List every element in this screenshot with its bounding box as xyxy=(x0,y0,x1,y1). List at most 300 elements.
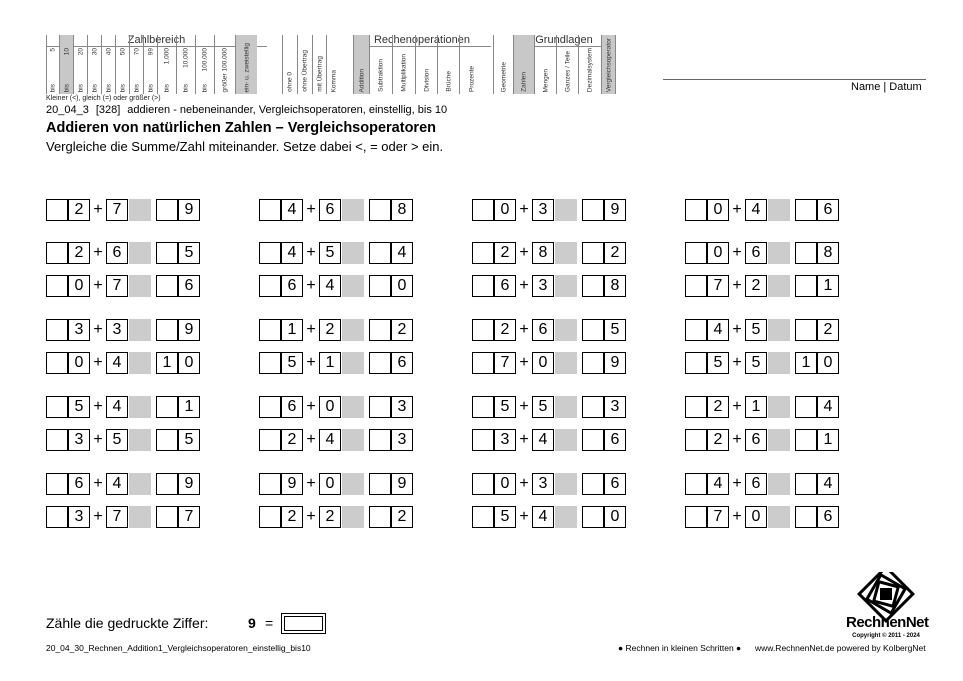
blank-box xyxy=(472,429,494,451)
addend-1-box: 2 xyxy=(707,396,729,418)
result-ones-box: 1 xyxy=(817,275,839,297)
plus-sign: + xyxy=(93,244,103,261)
blank-box xyxy=(46,275,68,297)
result-ones-box: 2 xyxy=(391,319,413,341)
comparison-slot[interactable] xyxy=(555,199,577,221)
plus-sign: + xyxy=(732,354,742,371)
result-tens-box: 1 xyxy=(156,352,178,374)
rechenoperation-cell xyxy=(392,35,415,94)
exercise-item xyxy=(685,242,845,264)
exercise-item xyxy=(46,506,206,528)
header-cell-top-label: 30 xyxy=(91,48,98,56)
addend-2-box: 5 xyxy=(745,319,767,341)
addend-2-box: 3 xyxy=(106,319,128,341)
comparison-slot[interactable] xyxy=(768,473,790,495)
zahlbereich-cell xyxy=(129,35,143,94)
comparison-slot[interactable] xyxy=(342,506,364,528)
header-cell-label: bis xyxy=(163,83,171,92)
plus-sign: + xyxy=(306,244,316,261)
header-cell-top-label: 1.000 xyxy=(163,48,171,65)
result-tens-box xyxy=(795,242,817,264)
result-ones-box: 6 xyxy=(817,506,839,528)
addend-2-box: 6 xyxy=(532,319,554,341)
result-ones-box: 9 xyxy=(604,199,626,221)
plus-sign: + xyxy=(93,201,103,218)
exercise-item xyxy=(259,429,419,451)
result-tens-box: 1 xyxy=(795,352,817,374)
exercise-item xyxy=(259,473,419,495)
website-link[interactable]: www.RechnenNet.de powered by KolbergNet xyxy=(755,643,926,653)
result-ones-box: 4 xyxy=(817,396,839,418)
header-cell-label: Addition xyxy=(358,68,365,92)
addend-2-box: 8 xyxy=(532,242,554,264)
result-ones-box: 0 xyxy=(391,275,413,297)
blank-box xyxy=(259,242,281,264)
blank-box xyxy=(685,352,707,374)
addend-1-box: 1 xyxy=(281,319,303,341)
uebertrag-cell xyxy=(297,35,312,94)
addend-2-box: 4 xyxy=(532,429,554,451)
exercise-item xyxy=(472,396,632,418)
exercise-item xyxy=(259,275,419,297)
result-ones-box: 1 xyxy=(817,429,839,451)
count-task-equals: = xyxy=(265,615,274,631)
exercise-item xyxy=(685,352,845,374)
comparison-slot[interactable] xyxy=(129,242,151,264)
comparison-slot[interactable] xyxy=(342,396,364,418)
comparison-slot[interactable] xyxy=(768,319,790,341)
result-ones-box: 6 xyxy=(604,473,626,495)
exercise-item xyxy=(685,275,845,297)
grundlagen-cell xyxy=(578,35,601,94)
result-ones-box: 8 xyxy=(817,242,839,264)
result-tens-box xyxy=(156,199,178,221)
header-cell-label: bis xyxy=(119,83,126,92)
exercise-item xyxy=(46,429,206,451)
zahlbereich-cell xyxy=(214,35,235,94)
plus-sign: + xyxy=(519,431,529,448)
comparison-slot[interactable] xyxy=(129,473,151,495)
addend-1-box: 3 xyxy=(68,319,90,341)
grundlagen-cell xyxy=(493,35,513,94)
comparison-slot[interactable] xyxy=(342,352,364,374)
addend-2-box: 0 xyxy=(745,506,767,528)
rechnennet-logo-icon xyxy=(846,572,929,642)
result-tens-box xyxy=(369,429,391,451)
plus-sign: + xyxy=(519,244,529,261)
result-tens-box xyxy=(795,473,817,495)
header-cell-label: bis xyxy=(63,83,70,92)
blank-box xyxy=(472,396,494,418)
comparison-slot[interactable] xyxy=(129,352,151,374)
zahlbereich-cell xyxy=(235,35,257,94)
result-tens-box xyxy=(156,473,178,495)
rechenoperation-cell xyxy=(353,35,369,94)
plus-sign: + xyxy=(732,398,742,415)
plus-sign: + xyxy=(306,475,316,492)
addend-1-box: 7 xyxy=(707,506,729,528)
rechenoperationen-title: Rechenoperationen xyxy=(353,35,491,47)
result-tens-box xyxy=(582,199,604,221)
header-cell-label: Zahlen xyxy=(520,72,528,92)
operator-legend: Kleiner (<), gleich (=) oder größer (>) xyxy=(46,95,161,102)
plus-sign: + xyxy=(306,431,316,448)
comparison-slot[interactable] xyxy=(342,242,364,264)
addend-2-box: 6 xyxy=(745,473,767,495)
addend-2-box: 3 xyxy=(532,275,554,297)
addend-2-box: 7 xyxy=(106,506,128,528)
header-cell-label: Komma xyxy=(330,69,337,92)
plus-sign: + xyxy=(519,354,529,371)
addend-1-box: 0 xyxy=(68,275,90,297)
blank-box xyxy=(259,199,281,221)
header-cell-label: bis xyxy=(77,83,84,92)
header-cell-label: ohne Übertrag xyxy=(301,50,309,92)
addend-1-box: 0 xyxy=(707,242,729,264)
result-tens-box xyxy=(369,352,391,374)
exercise-item xyxy=(46,319,206,341)
comparison-slot[interactable] xyxy=(342,199,364,221)
zahlbereich-cell xyxy=(59,35,73,94)
addend-2-box: 0 xyxy=(319,396,341,418)
comparison-slot[interactable] xyxy=(129,275,151,297)
exercise-item xyxy=(472,506,632,528)
zahlbereich-cell xyxy=(73,35,87,94)
header-cell-top-label: 40 xyxy=(105,48,112,56)
addend-1-box: 4 xyxy=(707,319,729,341)
addend-1-box: 5 xyxy=(68,396,90,418)
blank-box xyxy=(685,242,707,264)
plus-sign: + xyxy=(519,277,529,294)
slogan: ● Rechnen in kleinen Schritten ● xyxy=(618,643,742,653)
result-tens-box xyxy=(156,506,178,528)
result-tens-box xyxy=(156,242,178,264)
addend-1-box: 9 xyxy=(281,473,303,495)
uebertrag-cell xyxy=(282,35,297,94)
plus-sign: + xyxy=(732,277,742,294)
addend-2-box: 6 xyxy=(106,242,128,264)
exercise-item xyxy=(46,275,206,297)
exercise-item xyxy=(685,319,845,341)
blank-box xyxy=(259,319,281,341)
result-tens-box xyxy=(156,429,178,451)
addend-1-box: 0 xyxy=(494,199,516,221)
addend-1-box: 5 xyxy=(494,506,516,528)
blank-box xyxy=(46,242,68,264)
comparison-slot[interactable] xyxy=(555,506,577,528)
addend-1-box: 0 xyxy=(68,352,90,374)
plus-sign: + xyxy=(93,475,103,492)
plus-sign: + xyxy=(306,201,316,218)
result-ones-box: 6 xyxy=(391,352,413,374)
comparison-slot[interactable] xyxy=(555,352,577,374)
comparison-slot[interactable] xyxy=(342,275,364,297)
exercise-item xyxy=(472,429,632,451)
plus-sign: + xyxy=(93,321,103,338)
addend-2-box: 5 xyxy=(745,352,767,374)
result-tens-box xyxy=(369,506,391,528)
comparison-slot[interactable] xyxy=(768,199,790,221)
result-tens-box xyxy=(369,473,391,495)
header-cell-label: bis xyxy=(49,83,57,92)
exercise-item xyxy=(472,275,632,297)
blank-box xyxy=(472,352,494,374)
blank-box xyxy=(259,506,281,528)
header-cell-top-label: 99 xyxy=(147,48,154,56)
comparison-slot[interactable] xyxy=(768,506,790,528)
result-ones-box: 2 xyxy=(817,319,839,341)
uebertrag-cell xyxy=(326,35,340,94)
grundlagen-cell xyxy=(556,35,578,94)
blank-box xyxy=(472,275,494,297)
grundlagen-title: Grundlagen xyxy=(513,35,615,47)
addend-1-box: 6 xyxy=(494,275,516,297)
exercise-item xyxy=(685,199,845,221)
sheet-code: 20_04_3 xyxy=(46,104,89,116)
zahlbereich-cell xyxy=(157,35,176,94)
addend-1-box: 6 xyxy=(281,396,303,418)
logo-wordmark: RechnenNet xyxy=(846,614,929,631)
blank-box xyxy=(472,473,494,495)
header-cell-label: Mengen xyxy=(542,68,549,92)
result-ones-box: 5 xyxy=(178,242,200,264)
header-cell-label: bis xyxy=(201,83,209,92)
result-ones-box: 6 xyxy=(817,199,839,221)
result-ones-box: 8 xyxy=(391,199,413,221)
blank-box xyxy=(472,506,494,528)
plus-sign: + xyxy=(306,354,316,371)
result-tens-box xyxy=(369,199,391,221)
comparison-slot[interactable] xyxy=(555,473,577,495)
comparison-slot[interactable] xyxy=(129,319,151,341)
header-cell-label: Ganzes / Teile xyxy=(564,50,571,92)
blank-box xyxy=(685,473,707,495)
plus-sign: + xyxy=(306,398,316,415)
exercise-item xyxy=(472,242,632,264)
addend-2-box: 5 xyxy=(532,396,554,418)
header-cell-label: Geometrie xyxy=(500,61,507,92)
comparison-slot[interactable] xyxy=(555,396,577,418)
result-ones-box: 3 xyxy=(604,396,626,418)
result-tens-box xyxy=(156,396,178,418)
comparison-slot[interactable] xyxy=(768,352,790,374)
comparison-slot[interactable] xyxy=(342,319,364,341)
addend-1-box: 4 xyxy=(281,199,303,221)
page-title: Addieren von natürlichen Zahlen – Vergleichsoperatoren xyxy=(46,120,436,136)
addend-1-box: 6 xyxy=(68,473,90,495)
exercise-item xyxy=(259,319,419,341)
addend-2-box: 4 xyxy=(532,506,554,528)
addend-1-box: 3 xyxy=(68,429,90,451)
blank-box xyxy=(472,319,494,341)
exercise-item xyxy=(472,473,632,495)
addend-2-box: 2 xyxy=(319,319,341,341)
comparison-slot[interactable] xyxy=(555,319,577,341)
result-ones-box: 9 xyxy=(178,473,200,495)
grundlagen-cell xyxy=(534,35,556,94)
rechenoperation-cell xyxy=(459,35,483,94)
header-cell-top-label: 50 xyxy=(119,48,126,56)
exercise-item xyxy=(259,506,419,528)
header-cell-label: bis xyxy=(105,83,112,92)
blank-box xyxy=(46,319,68,341)
addend-1-box: 0 xyxy=(707,199,729,221)
header-cell-label: bis xyxy=(91,83,98,92)
blank-box xyxy=(46,199,68,221)
result-ones-box: 6 xyxy=(604,429,626,451)
name-date-label: Name | Datum xyxy=(851,81,922,93)
exercise-item xyxy=(259,396,419,418)
result-tens-box xyxy=(156,275,178,297)
rechenoperation-cell xyxy=(437,35,459,94)
result-tens-box xyxy=(582,473,604,495)
count-answer-box[interactable] xyxy=(281,613,326,634)
blank-box xyxy=(259,275,281,297)
exercise-item xyxy=(46,396,206,418)
header-cell-label: ohne 0 xyxy=(286,72,294,92)
blank-box xyxy=(685,319,707,341)
plus-sign: + xyxy=(732,431,742,448)
result-ones-box: 9 xyxy=(178,319,200,341)
sheet-description: addieren - nebeneinander, Vergleichsoperatoren, einstellig, bis 10 xyxy=(127,104,448,116)
header-cell-label: Dezimalsystem xyxy=(586,47,594,92)
zahlbereich-title: Zahlbereich xyxy=(46,35,267,47)
zahlbereich-cell xyxy=(46,35,59,94)
exercise-item xyxy=(46,473,206,495)
exercise-item xyxy=(472,319,632,341)
result-ones-box: 0 xyxy=(604,506,626,528)
result-ones-box: 8 xyxy=(604,275,626,297)
result-tens-box xyxy=(582,242,604,264)
addend-2-box: 4 xyxy=(106,473,128,495)
plus-sign: + xyxy=(519,398,529,415)
addend-2-box: 6 xyxy=(319,199,341,221)
comparison-slot[interactable] xyxy=(768,275,790,297)
plus-sign: + xyxy=(732,201,742,218)
result-tens-box xyxy=(582,429,604,451)
addend-2-box: 6 xyxy=(745,242,767,264)
result-ones-box: 2 xyxy=(604,242,626,264)
comparison-slot[interactable] xyxy=(129,199,151,221)
result-tens-box xyxy=(156,319,178,341)
addend-2-box: 6 xyxy=(745,429,767,451)
comparison-slot[interactable] xyxy=(342,429,364,451)
addend-1-box: 0 xyxy=(494,473,516,495)
addend-2-box: 0 xyxy=(319,473,341,495)
result-tens-box xyxy=(582,506,604,528)
addend-1-box: 2 xyxy=(494,242,516,264)
name-date-line[interactable] xyxy=(663,79,926,80)
comparison-slot[interactable] xyxy=(555,275,577,297)
header-cell-label: Subtraktion xyxy=(377,59,385,92)
comparison-slot[interactable] xyxy=(768,429,790,451)
result-tens-box xyxy=(795,319,817,341)
blank-box xyxy=(46,506,68,528)
plus-sign: + xyxy=(519,201,529,218)
result-ones-box: 7 xyxy=(178,506,200,528)
addend-2-box: 1 xyxy=(319,352,341,374)
header-end-border xyxy=(615,35,616,94)
addend-1-box: 4 xyxy=(707,473,729,495)
grundlagen-cell xyxy=(513,35,534,94)
comparison-slot[interactable] xyxy=(555,242,577,264)
exercise-item xyxy=(259,352,419,374)
result-ones-box: 5 xyxy=(178,429,200,451)
plus-sign: + xyxy=(519,475,529,492)
comparison-slot[interactable] xyxy=(342,473,364,495)
addend-1-box: 3 xyxy=(494,429,516,451)
result-tens-box xyxy=(369,275,391,297)
header-cell-label: größer 100.000 xyxy=(221,47,229,92)
addend-1-box: 2 xyxy=(707,429,729,451)
blank-box xyxy=(46,429,68,451)
result-tens-box xyxy=(795,506,817,528)
comparison-slot[interactable] xyxy=(129,396,151,418)
plus-sign: + xyxy=(732,475,742,492)
sheet-reference xyxy=(46,104,454,116)
addend-2-box: 2 xyxy=(745,275,767,297)
header-cell-label: Division xyxy=(423,69,430,92)
blank-box xyxy=(685,429,707,451)
comparison-slot[interactable] xyxy=(129,429,151,451)
header-cell-top-label: 5 xyxy=(49,48,57,52)
addend-1-box: 5 xyxy=(494,396,516,418)
addend-1-box: 3 xyxy=(68,506,90,528)
addend-2-box: 7 xyxy=(106,199,128,221)
plus-sign: + xyxy=(519,508,529,525)
blank-box xyxy=(46,396,68,418)
zahlbereich-cell xyxy=(115,35,129,94)
comparison-slot[interactable] xyxy=(768,396,790,418)
count-task-digit: 9 xyxy=(248,615,256,631)
addend-2-box: 4 xyxy=(319,429,341,451)
addend-2-box: 4 xyxy=(106,352,128,374)
header-cell-label: Multiplikation xyxy=(400,54,408,92)
result-ones-box: 4 xyxy=(391,242,413,264)
addend-1-box: 2 xyxy=(68,242,90,264)
addend-2-box: 5 xyxy=(319,242,341,264)
addend-2-box: 0 xyxy=(532,352,554,374)
result-ones-box: 5 xyxy=(604,319,626,341)
addend-1-box: 7 xyxy=(494,352,516,374)
exercise-item xyxy=(685,473,845,495)
plus-sign: + xyxy=(93,398,103,415)
plus-sign: + xyxy=(306,508,316,525)
blank-box xyxy=(472,199,494,221)
header-cell-label: bis xyxy=(147,83,154,92)
addend-1-box: 5 xyxy=(707,352,729,374)
addend-2-box: 3 xyxy=(532,473,554,495)
header-cell-label: mit Übertrag xyxy=(316,56,323,92)
addend-1-box: 4 xyxy=(281,242,303,264)
blank-box xyxy=(46,352,68,374)
rechenoperation-cell xyxy=(369,35,392,94)
comparison-slot[interactable] xyxy=(555,429,577,451)
blank-box xyxy=(259,429,281,451)
result-ones-box: 9 xyxy=(178,199,200,221)
comparison-slot[interactable] xyxy=(129,506,151,528)
plus-sign: + xyxy=(732,321,742,338)
plus-sign: + xyxy=(93,431,103,448)
comparison-slot[interactable] xyxy=(768,242,790,264)
result-tens-box xyxy=(582,352,604,374)
result-tens-box xyxy=(582,275,604,297)
plus-sign: + xyxy=(732,244,742,261)
result-ones-box: 0 xyxy=(178,352,200,374)
blank-box xyxy=(46,473,68,495)
rechenoperation-cell xyxy=(415,35,437,94)
file-name: 20_04_30_Rechnen_Addition1_Vergleichsoperatoren_einstellig_bis10 xyxy=(46,643,311,653)
